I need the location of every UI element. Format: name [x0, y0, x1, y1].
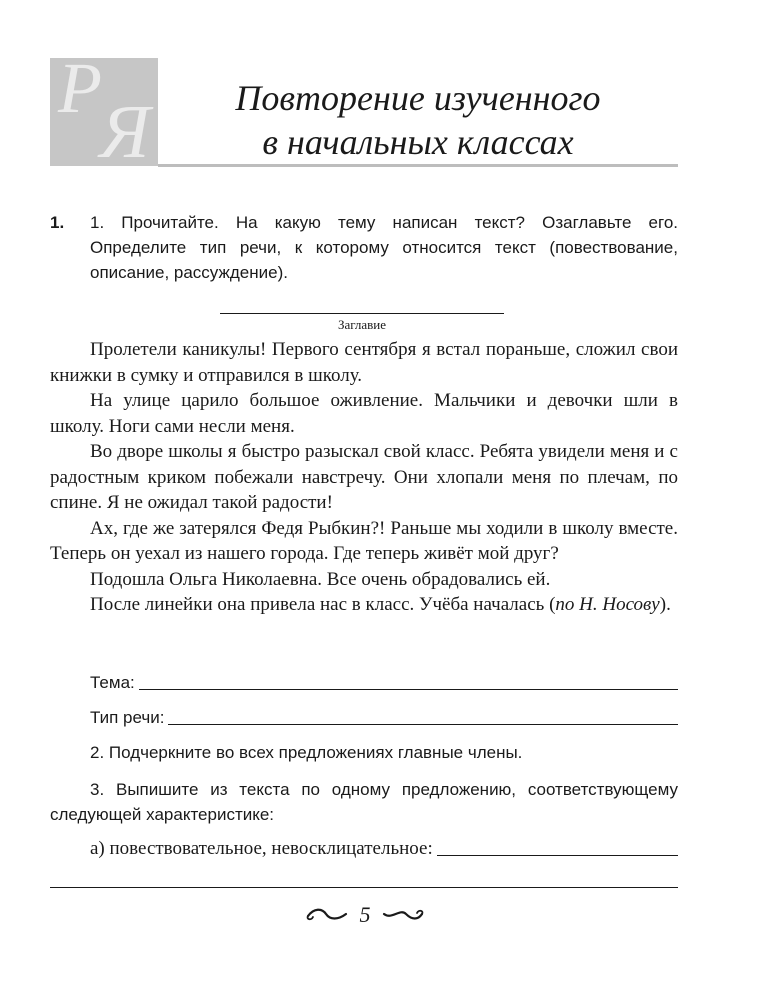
title-write-line[interactable]	[220, 313, 504, 314]
title-caption: Заглавие	[337, 317, 387, 332]
question-2: 2. Подчеркните во всех предложениях главные члены.	[90, 743, 523, 762]
page-number: 5	[359, 902, 371, 927]
story-last-suffix: ).	[659, 594, 671, 615]
logo-letter-r: Р	[58, 58, 102, 128]
question-3a-answer-line[interactable]	[437, 837, 678, 856]
section-logo	[50, 58, 158, 166]
speech-type-answer-line[interactable]	[168, 706, 678, 725]
answer-line-full[interactable]	[50, 887, 678, 888]
topic-field	[90, 670, 678, 695]
topic-answer-line[interactable]	[139, 671, 678, 690]
chapter-title	[168, 76, 668, 164]
task-instruction: 1. Прочитайте. На какую тему написан текст? Озаглавьте его. Определите тип речи, к которому относится текст (повествование, описание, рассуждение).	[90, 213, 678, 282]
story-source: по Н. Носову	[555, 594, 660, 615]
logo-letter-ya: Я	[100, 90, 150, 166]
story-paragraph: Ах, где же затерялся Федя Рыбкин?! Раньше мы ходили в школу вместе. Теперь он уехал из нашего города. Где теперь живёт мой друг?	[50, 517, 678, 564]
story-paragraph: На улице царило большое оживление. Мальчики и девочки шли в школу. Ноги сами несли меня.	[50, 390, 678, 437]
chapter-title-line1: Повторение изученного	[235, 78, 601, 118]
story-paragraph-last	[50, 592, 678, 618]
page-footer	[300, 900, 430, 930]
speech-type-label: Тип речи:	[90, 708, 165, 727]
task-number: 1.	[50, 213, 65, 232]
story-paragraph: Подошла Ольга Николаевна. Все очень обрадовались ей.	[90, 568, 551, 590]
question-3a-label: а) повествовательное, невосклицательное:	[90, 838, 433, 859]
story-last-text: После линейки она привела нас в класс. Учёба началась (	[90, 594, 556, 615]
header-rule	[158, 164, 678, 167]
story-text	[50, 337, 678, 618]
story-paragraph: Пролетели каникулы! Первого сентября я встал пораньше, сложил свои книжки в сумку и отправился в школу.	[50, 339, 678, 386]
topic-label: Тема:	[90, 673, 135, 692]
speech-type-field	[90, 705, 678, 730]
question-3a-field	[90, 836, 678, 861]
question-3: 3. Выпишите из текста по одному предложению, соответствующему следующей характеристике:	[50, 780, 678, 824]
chapter-title-line2: в начальных классах	[262, 122, 574, 162]
story-paragraph: Во дворе школы я быстро разыскал свой класс. Ребята увидели меня и с радостным криком побежали навстречу. Они хлопали меня по плечам, по спине. Я не ожидал такой радости!	[50, 441, 678, 513]
